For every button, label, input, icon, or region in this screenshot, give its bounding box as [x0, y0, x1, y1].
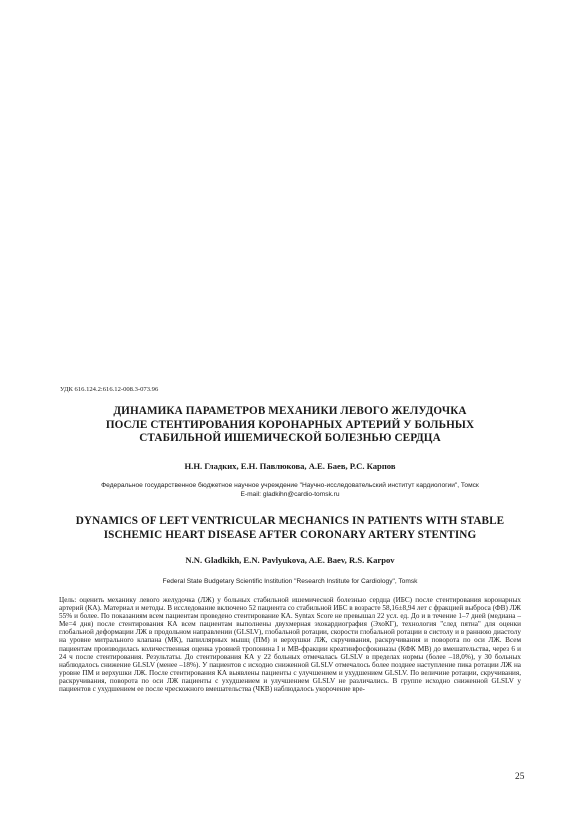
title-en-line-1: DYNAMICS OF LEFT VENTRICULAR MECHANICS IN PATIENTS WITH STABLE — [75, 515, 505, 527]
affiliation-ru — [60, 481, 520, 499]
page-number: 25 — [515, 772, 525, 782]
abstract-text: Цель: оценить механику левого желудочка (ЛЖ) у больных стабильной ишемической болезнью сердца (ИБС) после стентирования коронарных артерий (КА). Материал и методы. В исследование включено 52 пациента со стабильной ИБС в возрасте 58,16±8,94 лет с фракцией выброса (ФВ) ЛЖ 55% и более. По показаниям всем пациентам проведено стентирование КА. Syntax Score не превышал 22 усл. ед. До и в течение 1–7 дней (медиана – Ме=4 дня) после стентирования КА всем пациентам выполнены двухмерная эхокардиография (ЭхоКГ), технология "след пятна" для оценки глобальной деформации ЛЖ в продольном направлении (GLSLV), глобальной ротации, скорости глобальной ротации в систолу и в раннюю диастолу на уровне митрального клапана (МК), папиллярных мышц (ПМ) и верхушки ЛЖ, скручивания, раскручивания и поворота по оси ЛЖ. Всем пациентам производилась количественная оценка уровней тропонина I и МВ-фракции креатинфосфокиназы (КФК МВ) до вмешательства, через 6 и 24 ч после стентирования. Результаты. До стентирования КА у 22 больных отмечалась GLSLV в пределах нормы (более –18,0%), у 30 больных наблюдалось снижение GLSLV (менее –18%). У пациентов с исходно сниженной GLSLV отмечалось более позднее наступление пика ротации ЛЖ на уровне ПМ и верхушки ЛЖ. После стентирования КА выявлены пациенты с улучшением и ухудшением GLSLV. По величине ротации, скручивания, раскручивания, поворота по оси ЛЖ пациенты с ухудшением и улучшением GLSLV не различались. В группе исходно сниженной GLSLV у пациентов с ухудшением ее после чрескожного вмешательства (ЧКВ) наблюдалось укорочение вре- — [59, 596, 521, 694]
title-ru-line-2: ПОСЛЕ СТЕНТИРОВАНИЯ КОРОНАРНЫХ АРТЕРИЙ У БОЛЬНЫХ — [105, 418, 475, 431]
affiliation-ru-text: Федеральное государственное бюджетное научное учреждение "Научно-исследовательский институт кардиологии", Томск — [101, 482, 479, 489]
udk-code: УДК 616.124.2:616.12-008.3-073.96 — [60, 386, 159, 393]
article-title-en — [70, 515, 510, 542]
title-ru-line-3: СТАБИЛЬНОЙ ИШЕМИЧЕСКОЙ БОЛЕЗНЬЮ СЕРДЦА — [139, 432, 441, 444]
affiliation-en: Federal State Budgetary Scientific Institution "Research Institute for Cardiology", Tomsk — [162, 578, 418, 585]
authors-ru: Н.Н. Гладких, Е.Н. Павлюкова, А.Е. Баев, Р.С. Карпов — [184, 461, 396, 471]
article-title-ru — [70, 405, 510, 446]
title-en-line-2: ISCHEMIC HEART DISEASE AFTER CORONARY ARTERY STENTING — [103, 528, 477, 541]
email: E-mail: gladkihn@cardio-tomsk.ru — [240, 491, 340, 498]
authors-en: N.N. Gladkikh, E.N. Pavlyukova, A.E. Baev, R.S. Karpov — [185, 555, 395, 565]
title-ru-line-1: ДИНАМИКА ПАРАМЕТРОВ МЕХАНИКИ ЛЕВОГО ЖЕЛУДОЧКА — [113, 405, 467, 417]
